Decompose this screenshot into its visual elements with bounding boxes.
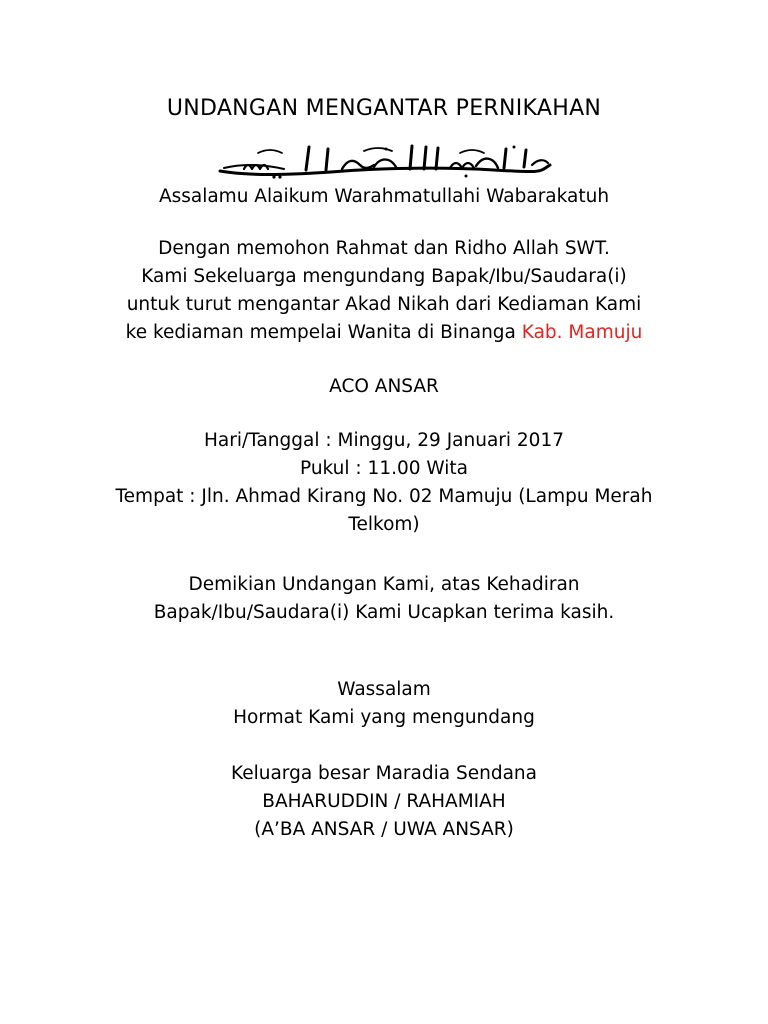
body-line-4-prefix: ke kediaman mempelai Wanita di Binanga [125,322,516,343]
event-place-line-1: Tempat : Jln. Ahmad Kirang No. 02 Mamuju (Lampu Merah [115,486,653,507]
body-line-2: Kami Sekeluarga mengundang Bapak/Ibu/Saudara(i) [141,266,627,287]
family-line-2: BAHARUDDIN / RAHAMIAH [262,791,506,812]
hormat-text: Hormat Kami yang mengundang [233,707,535,728]
invitation-title: UNDANGAN MENGANTAR PERNIKAHAN [166,96,602,121]
family-line-3: (A’BA ANSAR / UWA ANSAR) [254,819,514,840]
body-line-3: untuk turut mengantar Akad Nikah dari Kediaman Kami [126,294,642,315]
event-place-line-2: Telkom) [348,514,420,535]
closing-line-1: Demikian Undangan Kami, atas Kehadiran [188,574,580,595]
body-line-4 [60,319,708,347]
basmala-calligraphy [214,141,556,179]
body-line-1: Dengan memohon Rahmat dan Ridho Allah SWT. [158,238,610,259]
wassalam-text: Wassalam [337,679,431,700]
family-line-1: Keluarga besar Maradia Sendana [231,763,537,784]
closing-line-2: Bapak/Ibu/Saudara(i) Kami Ucapkan terima kasih. [153,602,615,623]
event-time: Pukul : 11.00 Wita [299,458,469,479]
greeting-text: Assalamu Alaikum Warahmatullahi Wabarakatuh [158,186,610,207]
event-date: Hari/Tanggal : Minggu, 29 Januari 2017 [204,430,564,451]
groom-name: ACO ANSAR [329,376,439,397]
location-highlight: Kab. Mamuju [521,322,643,343]
